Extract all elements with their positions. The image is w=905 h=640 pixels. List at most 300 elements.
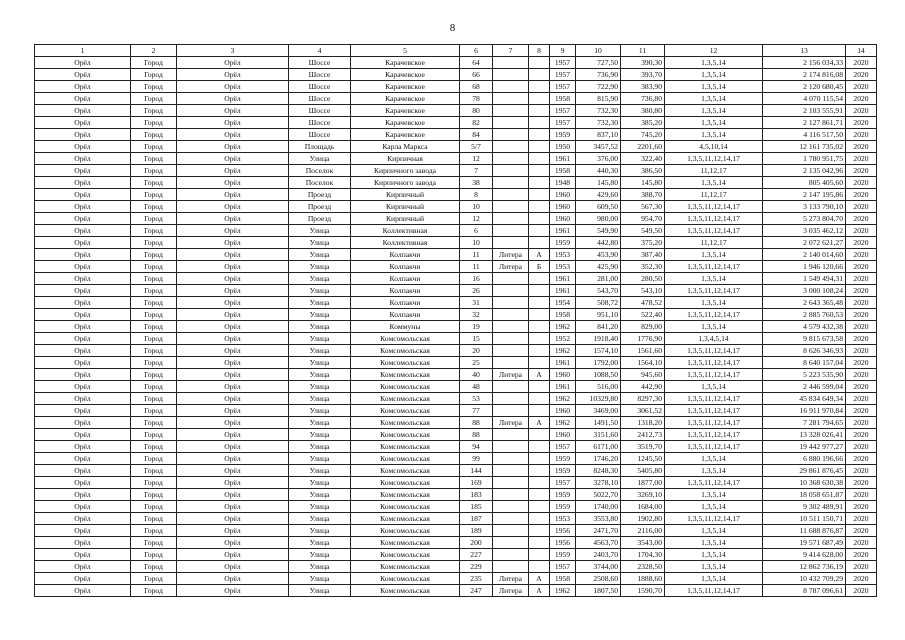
table-cell: 1,3,5,14 bbox=[665, 117, 763, 129]
table-cell: 375,20 bbox=[621, 237, 665, 249]
table-cell: 2020 bbox=[846, 249, 877, 261]
table-cell: 1491,50 bbox=[576, 417, 621, 429]
table-cell: Комсомольская bbox=[351, 333, 460, 345]
table-cell: 1,3,5,11,12,14,17 bbox=[665, 585, 763, 597]
table-cell: 1957 bbox=[550, 57, 576, 69]
table-cell bbox=[529, 405, 550, 417]
table-cell bbox=[529, 477, 550, 489]
table-cell bbox=[493, 141, 529, 153]
table-cell: 1957 bbox=[550, 81, 576, 93]
table-cell: 32 bbox=[460, 309, 493, 321]
table-cell: 727,50 bbox=[576, 57, 621, 69]
table-cell: Орёл bbox=[35, 69, 131, 81]
table-cell: Улица bbox=[289, 537, 351, 549]
table-cell: 2020 bbox=[846, 273, 877, 285]
table-cell: Город bbox=[131, 213, 177, 225]
table-cell: 10 511 150,71 bbox=[763, 513, 846, 525]
table-cell: 1807,50 bbox=[576, 585, 621, 597]
table-cell: Орёл bbox=[177, 453, 289, 465]
table-cell: 1957 bbox=[550, 105, 576, 117]
table-cell: Улица bbox=[289, 585, 351, 597]
table-cell: 2020 bbox=[846, 381, 877, 393]
table-cell: Орёл bbox=[35, 273, 131, 285]
table-cell: Орёл bbox=[35, 321, 131, 333]
table-cell: 440,30 bbox=[576, 165, 621, 177]
table-cell: 145,80 bbox=[621, 177, 665, 189]
table-cell: Шоссе bbox=[289, 117, 351, 129]
table-cell: Проезд bbox=[289, 189, 351, 201]
table-row bbox=[35, 237, 877, 249]
table-cell: 2020 bbox=[846, 285, 877, 297]
table-cell: 1888,60 bbox=[621, 573, 665, 585]
table-cell: 2 103 555,91 bbox=[763, 105, 846, 117]
table-cell: 980,00 bbox=[576, 213, 621, 225]
table-cell: 4563,70 bbox=[576, 537, 621, 549]
table-cell: 2020 bbox=[846, 537, 877, 549]
table-cell: 736,90 bbox=[576, 69, 621, 81]
table-cell: 1954 bbox=[550, 297, 576, 309]
table-cell: Б bbox=[529, 261, 550, 273]
table-cell: 1958 bbox=[550, 165, 576, 177]
table-cell: 1,3,5,11,12,14,17 bbox=[665, 357, 763, 369]
table-cell: 2020 bbox=[846, 189, 877, 201]
table-cell bbox=[529, 549, 550, 561]
table-cell: 2020 bbox=[846, 129, 877, 141]
table-cell: 453,90 bbox=[576, 249, 621, 261]
table-cell: 1,3,5,11,12,14,17 bbox=[665, 225, 763, 237]
table-cell: 1960 bbox=[550, 189, 576, 201]
table-cell: 3469,00 bbox=[576, 405, 621, 417]
table-cell: Орёл bbox=[35, 345, 131, 357]
table-cell: Орёл bbox=[177, 345, 289, 357]
column-header: 12 bbox=[665, 45, 763, 57]
table-cell: 1960 bbox=[550, 429, 576, 441]
table-cell: Комсомольская bbox=[351, 393, 460, 405]
table-cell: Орёл bbox=[177, 465, 289, 477]
table-cell bbox=[493, 69, 529, 81]
table-cell: 11 688 876,87 bbox=[763, 525, 846, 537]
table-cell: Орёл bbox=[35, 225, 131, 237]
table-cell bbox=[529, 165, 550, 177]
table-cell: Карачевское bbox=[351, 69, 460, 81]
table-cell: 5/7 bbox=[460, 141, 493, 153]
table-cell: Город bbox=[131, 369, 177, 381]
table-cell: 68 bbox=[460, 81, 493, 93]
table-cell bbox=[493, 225, 529, 237]
table-cell: 185 bbox=[460, 501, 493, 513]
table-cell bbox=[529, 525, 550, 537]
table-cell: 1,3,5,14 bbox=[665, 81, 763, 93]
table-cell: Орёл bbox=[177, 165, 289, 177]
table-cell: 189 bbox=[460, 525, 493, 537]
table-row bbox=[35, 141, 877, 153]
table-cell: Кирпичный bbox=[351, 213, 460, 225]
table-cell: 2403,70 bbox=[576, 549, 621, 561]
table-cell: 945,60 bbox=[621, 369, 665, 381]
table-cell: 2020 bbox=[846, 57, 877, 69]
table-cell bbox=[493, 177, 529, 189]
table-cell: 99 bbox=[460, 453, 493, 465]
table-cell: Город bbox=[131, 357, 177, 369]
table-cell: 2 140 014,60 bbox=[763, 249, 846, 261]
table-row bbox=[35, 453, 877, 465]
table-cell bbox=[493, 189, 529, 201]
table-cell: 1962 bbox=[550, 345, 576, 357]
table-cell: 1957 bbox=[550, 561, 576, 573]
table-cell: Орёл bbox=[35, 573, 131, 585]
table-cell: 1,3,5,14 bbox=[665, 273, 763, 285]
table-cell: 12 862 736,19 bbox=[763, 561, 846, 573]
table-cell: 19 bbox=[460, 321, 493, 333]
table-cell: 247 bbox=[460, 585, 493, 597]
table-cell: Город bbox=[131, 201, 177, 213]
table-cell: Кирпичный bbox=[351, 189, 460, 201]
table-cell: Орёл bbox=[177, 309, 289, 321]
table-row bbox=[35, 321, 877, 333]
table-cell bbox=[529, 117, 550, 129]
table-cell bbox=[493, 477, 529, 489]
table-cell: 2020 bbox=[846, 321, 877, 333]
table-cell: 442,90 bbox=[621, 381, 665, 393]
table-cell: Комсомольская bbox=[351, 465, 460, 477]
table-cell: 516,00 bbox=[576, 381, 621, 393]
table-cell: Город bbox=[131, 285, 177, 297]
table-cell: 2020 bbox=[846, 441, 877, 453]
table-row bbox=[35, 549, 877, 561]
table-cell: 2020 bbox=[846, 489, 877, 501]
table-row bbox=[35, 57, 877, 69]
table-cell: Орёл bbox=[35, 201, 131, 213]
table-row bbox=[35, 417, 877, 429]
table-cell: 11 bbox=[460, 261, 493, 273]
table-cell: 722,90 bbox=[576, 81, 621, 93]
table-cell: Улица bbox=[289, 261, 351, 273]
column-header: 11 bbox=[621, 45, 665, 57]
table-cell bbox=[493, 465, 529, 477]
table-row bbox=[35, 153, 877, 165]
table-cell bbox=[493, 381, 529, 393]
table-cell: Орёл bbox=[35, 81, 131, 93]
table-cell: Орёл bbox=[35, 537, 131, 549]
table-cell: 2020 bbox=[846, 525, 877, 537]
table-cell: Комсомольская bbox=[351, 537, 460, 549]
table-cell: 1,3,5,11,12,14,17 bbox=[665, 441, 763, 453]
table-cell bbox=[529, 333, 550, 345]
table-cell: 280,50 bbox=[621, 273, 665, 285]
table-cell bbox=[493, 405, 529, 417]
table-cell bbox=[493, 129, 529, 141]
table-cell: Колпакчи bbox=[351, 297, 460, 309]
table-cell: 2020 bbox=[846, 201, 877, 213]
table-cell: Орёл bbox=[177, 93, 289, 105]
table-cell: 3061,52 bbox=[621, 405, 665, 417]
table-cell: Орёл bbox=[35, 393, 131, 405]
table-cell bbox=[529, 285, 550, 297]
table-cell: Комсомольская bbox=[351, 513, 460, 525]
table-cell: 1962 bbox=[550, 417, 576, 429]
table-cell: Коллективная bbox=[351, 237, 460, 249]
table-cell: 1962 bbox=[550, 585, 576, 597]
table-cell: Улица bbox=[289, 417, 351, 429]
table-cell: Комсомольская bbox=[351, 357, 460, 369]
table-cell: 8 626 346,93 bbox=[763, 345, 846, 357]
table-cell: Улица bbox=[289, 249, 351, 261]
table-cell: 53 bbox=[460, 393, 493, 405]
table-cell: 2020 bbox=[846, 153, 877, 165]
table-cell: Карачевское bbox=[351, 57, 460, 69]
table-cell: Улица bbox=[289, 393, 351, 405]
table-cell: 386,50 bbox=[621, 165, 665, 177]
table-cell: Город bbox=[131, 417, 177, 429]
table-cell: 543,70 bbox=[576, 285, 621, 297]
table-cell: 2020 bbox=[846, 573, 877, 585]
table-cell: Орёл bbox=[177, 177, 289, 189]
table-cell: Город bbox=[131, 225, 177, 237]
table-cell: Орёл bbox=[35, 165, 131, 177]
table-cell: Улица bbox=[289, 297, 351, 309]
table-cell: 1,3,5,11,12,14,17 bbox=[665, 393, 763, 405]
table-row bbox=[35, 357, 877, 369]
table-cell: 1,3,5,14 bbox=[665, 549, 763, 561]
table-cell: 1564,10 bbox=[621, 357, 665, 369]
table-cell: Орёл bbox=[35, 117, 131, 129]
table-cell: Орёл bbox=[35, 477, 131, 489]
table-cell: А bbox=[529, 369, 550, 381]
table-cell bbox=[529, 309, 550, 321]
table-cell: Город bbox=[131, 549, 177, 561]
table-cell: 1957 bbox=[550, 69, 576, 81]
table-cell: 1959 bbox=[550, 489, 576, 501]
table-cell: Улица bbox=[289, 441, 351, 453]
column-header: 7 bbox=[493, 45, 529, 57]
table-cell: 2020 bbox=[846, 261, 877, 273]
table-row bbox=[35, 249, 877, 261]
column-header: 10 bbox=[576, 45, 621, 57]
column-header: 5 bbox=[351, 45, 460, 57]
table-cell: Орёл bbox=[177, 237, 289, 249]
table-row bbox=[35, 273, 877, 285]
table-row bbox=[35, 429, 877, 441]
table-cell: Улица bbox=[289, 501, 351, 513]
table-cell: 40 bbox=[460, 369, 493, 381]
table-row bbox=[35, 537, 877, 549]
table-cell: Колпакчи bbox=[351, 309, 460, 321]
table-cell: 1,3,5,14 bbox=[665, 93, 763, 105]
table-cell: 1,3,5,11,12,14,17 bbox=[665, 417, 763, 429]
table-cell: 383,90 bbox=[621, 81, 665, 93]
table-row bbox=[35, 81, 877, 93]
table-cell bbox=[529, 381, 550, 393]
table-cell: Орёл bbox=[35, 57, 131, 69]
table-cell: Орёл bbox=[35, 153, 131, 165]
table-row bbox=[35, 489, 877, 501]
table-cell bbox=[529, 441, 550, 453]
table-cell: Орёл bbox=[177, 393, 289, 405]
table-cell: 1960 bbox=[550, 201, 576, 213]
table-cell bbox=[529, 57, 550, 69]
table-cell: 951,10 bbox=[576, 309, 621, 321]
table-cell: 3553,80 bbox=[576, 513, 621, 525]
table-cell: 2020 bbox=[846, 345, 877, 357]
table-cell: Орёл bbox=[177, 573, 289, 585]
table-cell: Орёл bbox=[35, 105, 131, 117]
table-cell: 4 579 432,38 bbox=[763, 321, 846, 333]
table-cell bbox=[493, 561, 529, 573]
table-cell: 12 161 735,02 bbox=[763, 141, 846, 153]
table-cell bbox=[529, 213, 550, 225]
table-cell: 145,80 bbox=[576, 177, 621, 189]
column-header: 6 bbox=[460, 45, 493, 57]
table-cell: 2 643 365,48 bbox=[763, 297, 846, 309]
table-cell: Орёл bbox=[177, 297, 289, 309]
table-cell: Колпакчи bbox=[351, 261, 460, 273]
table-cell: Город bbox=[131, 525, 177, 537]
table-cell: 745,20 bbox=[621, 129, 665, 141]
table-row bbox=[35, 213, 877, 225]
table-cell: Шоссе bbox=[289, 57, 351, 69]
table-cell: 64 bbox=[460, 57, 493, 69]
table-cell: 380,80 bbox=[621, 105, 665, 117]
table-cell: 229 bbox=[460, 561, 493, 573]
table-cell: 2 072 621,27 bbox=[763, 237, 846, 249]
table-cell: Город bbox=[131, 537, 177, 549]
table-cell: Город bbox=[131, 105, 177, 117]
table-cell: 2020 bbox=[846, 333, 877, 345]
table-cell: 5405,80 bbox=[621, 465, 665, 477]
table-cell: 1953 bbox=[550, 261, 576, 273]
table-cell: Улица bbox=[289, 321, 351, 333]
table-cell: 1,3,5,14 bbox=[665, 453, 763, 465]
column-header: 2 bbox=[131, 45, 177, 57]
table-cell: 829,00 bbox=[621, 321, 665, 333]
table-cell: Город bbox=[131, 489, 177, 501]
table-cell bbox=[529, 501, 550, 513]
table-cell: 2020 bbox=[846, 141, 877, 153]
table-row bbox=[35, 369, 877, 381]
table-cell bbox=[493, 81, 529, 93]
table-cell: Орёл bbox=[177, 369, 289, 381]
table-cell: Шоссе bbox=[289, 93, 351, 105]
table-cell: Улица bbox=[289, 357, 351, 369]
table-row bbox=[35, 69, 877, 81]
table-cell bbox=[493, 117, 529, 129]
table-cell: 2 135 042,96 bbox=[763, 165, 846, 177]
table-cell: 8297,30 bbox=[621, 393, 665, 405]
table-cell: Улица bbox=[289, 429, 351, 441]
table-cell: 352,30 bbox=[621, 261, 665, 273]
table-cell: Комсомольская bbox=[351, 549, 460, 561]
table-cell: 10 bbox=[460, 237, 493, 249]
table-cell: Колпакчи bbox=[351, 285, 460, 297]
table-cell: Улица bbox=[289, 369, 351, 381]
table-cell: 2020 bbox=[846, 105, 877, 117]
table-cell bbox=[493, 525, 529, 537]
table-cell: Город bbox=[131, 57, 177, 69]
table-cell: 2 147 195,86 bbox=[763, 189, 846, 201]
table-cell: Город bbox=[131, 321, 177, 333]
table-cell: 9 815 673,58 bbox=[763, 333, 846, 345]
table-cell: 10 bbox=[460, 201, 493, 213]
table-cell: Город bbox=[131, 153, 177, 165]
table-cell: 183 bbox=[460, 489, 493, 501]
table-cell: 1,3,5,11,12,14,17 bbox=[665, 261, 763, 273]
table-cell bbox=[493, 489, 529, 501]
table-row bbox=[35, 441, 877, 453]
table-cell: Шоссе bbox=[289, 81, 351, 93]
table-cell bbox=[529, 69, 550, 81]
table-row bbox=[35, 525, 877, 537]
table-cell: 387,40 bbox=[621, 249, 665, 261]
column-header: 4 bbox=[289, 45, 351, 57]
table-cell: Кирпичного завода bbox=[351, 177, 460, 189]
table-cell: Комсомольская bbox=[351, 429, 460, 441]
table-cell: 2 156 034,33 bbox=[763, 57, 846, 69]
table-cell: 2020 bbox=[846, 81, 877, 93]
table-cell: Орёл bbox=[177, 357, 289, 369]
table-cell: Орёл bbox=[177, 285, 289, 297]
table-cell: 1,3,5,11,12,14,17 bbox=[665, 405, 763, 417]
table-cell: Орёл bbox=[177, 537, 289, 549]
table-cell: Орёл bbox=[35, 525, 131, 537]
table-cell: 1958 bbox=[550, 573, 576, 585]
table-cell: 2020 bbox=[846, 357, 877, 369]
table-cell: 5022,70 bbox=[576, 489, 621, 501]
table-cell: 80 bbox=[460, 105, 493, 117]
table-cell: Кирпичного завода bbox=[351, 165, 460, 177]
table-cell: Комсомольская bbox=[351, 489, 460, 501]
table-cell: 3151,60 bbox=[576, 429, 621, 441]
table-cell bbox=[493, 501, 529, 513]
table-cell: 88 bbox=[460, 429, 493, 441]
table-cell: Орёл bbox=[35, 465, 131, 477]
table-cell: 1953 bbox=[550, 249, 576, 261]
table-cell bbox=[529, 153, 550, 165]
table-cell: Орёл bbox=[35, 129, 131, 141]
table-cell: 837,10 bbox=[576, 129, 621, 141]
table-cell: Комсомольская bbox=[351, 585, 460, 597]
table-cell: 4 116 517,50 bbox=[763, 129, 846, 141]
table-cell: Город bbox=[131, 261, 177, 273]
table-cell: Шоссе bbox=[289, 105, 351, 117]
table-cell: 3543,00 bbox=[621, 537, 665, 549]
table-cell: 3 035 462,12 bbox=[763, 225, 846, 237]
table-cell: Орёл bbox=[177, 117, 289, 129]
table-cell: Колпакчи bbox=[351, 249, 460, 261]
table-cell: 1,3,5,14 bbox=[665, 525, 763, 537]
table-cell bbox=[493, 393, 529, 405]
table-cell: 2 174 816,08 bbox=[763, 69, 846, 81]
table-cell: Литера bbox=[493, 369, 529, 381]
table-cell: 6 bbox=[460, 225, 493, 237]
table-cell: Орёл bbox=[177, 261, 289, 273]
table-cell: 169 bbox=[460, 477, 493, 489]
table-cell: Улица bbox=[289, 225, 351, 237]
table-cell: Орёл bbox=[35, 333, 131, 345]
table-cell: Город bbox=[131, 561, 177, 573]
table-cell: Город bbox=[131, 117, 177, 129]
table-cell: Орёл bbox=[177, 381, 289, 393]
table-cell bbox=[529, 453, 550, 465]
table-cell bbox=[493, 513, 529, 525]
table-cell: Орёл bbox=[35, 405, 131, 417]
table-cell: 2 120 680,45 bbox=[763, 81, 846, 93]
table-cell: Карачевское bbox=[351, 129, 460, 141]
table-cell: А bbox=[529, 417, 550, 429]
table-cell: 1574,10 bbox=[576, 345, 621, 357]
table-cell: 1957 bbox=[550, 477, 576, 489]
table-cell: 2020 bbox=[846, 213, 877, 225]
table-cell: 2020 bbox=[846, 225, 877, 237]
